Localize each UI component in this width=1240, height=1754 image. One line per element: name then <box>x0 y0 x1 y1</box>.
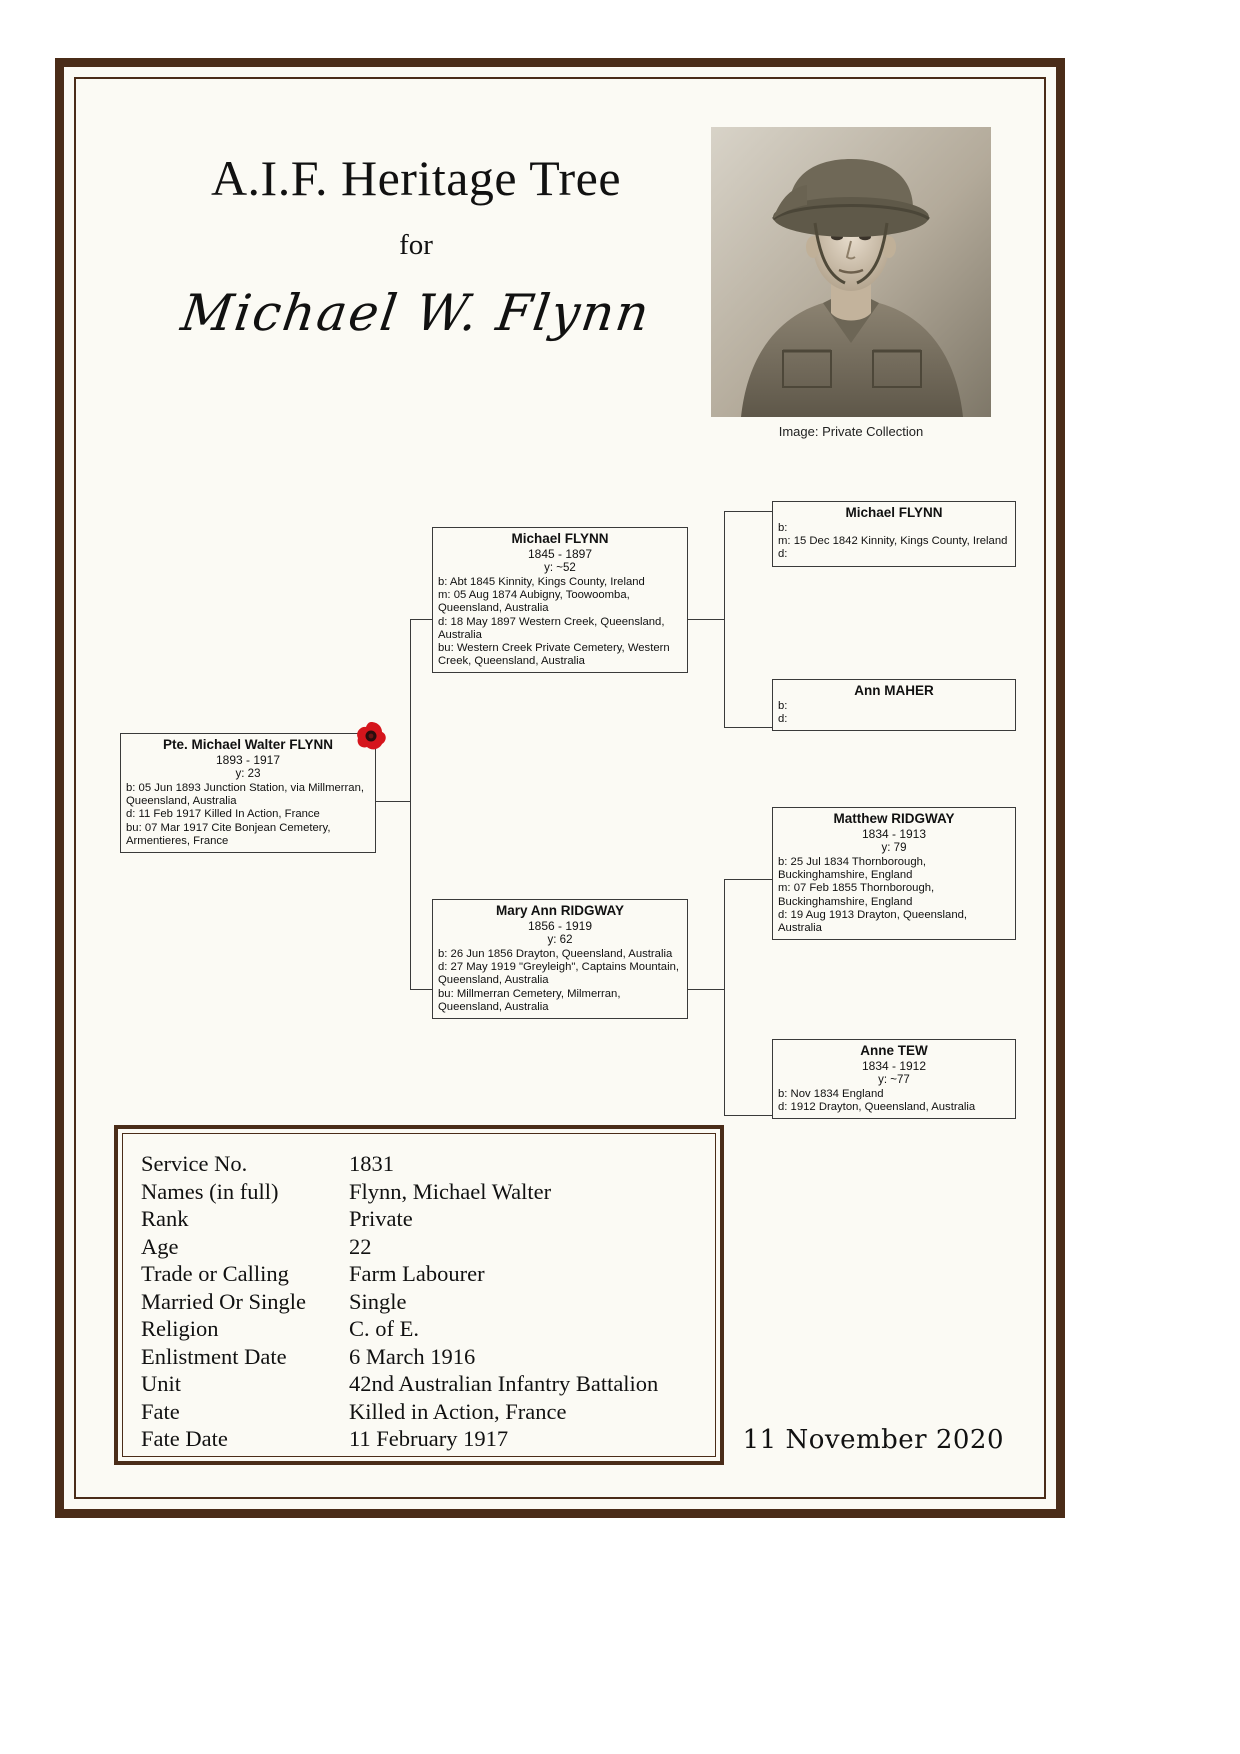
node-details <box>778 1088 1010 1114</box>
soldier-name-script: Michael W. Flynn <box>177 284 655 342</box>
node-detail-line: d: 19 Aug 1913 Drayton, Queensland, Australia <box>778 908 968 935</box>
node-name: Michael FLYNN <box>845 505 943 520</box>
node-detail-line: d: 27 May 1919 "Greyleigh", Captains Mountain, Queensland, Australia <box>438 961 679 987</box>
node-years: 1834 - 1912 <box>861 1059 927 1073</box>
service-value: 1831 <box>349 1151 394 1176</box>
connector <box>688 619 724 620</box>
node-age: y: 79 <box>881 842 907 854</box>
node-detail-line: m: 15 Dec 1842 Kinnity, Kings County, Ireland <box>778 535 1008 548</box>
service-details-inner <box>122 1133 716 1457</box>
node-details <box>126 782 370 848</box>
service-row <box>141 1343 697 1371</box>
service-label: Age <box>141 1233 179 1259</box>
service-row <box>141 1288 697 1316</box>
node-detail-line: d: <box>778 713 788 726</box>
service-details-panel <box>114 1125 724 1465</box>
connector <box>724 879 725 1115</box>
service-label: Rank <box>141 1206 189 1231</box>
node-detail-line: m: 07 Feb 1855 Thornborough, Buckinghamshire, England <box>778 882 935 908</box>
service-value: 22 <box>349 1233 372 1259</box>
service-label: Names (in full) <box>141 1178 279 1204</box>
service-label: Enlistment Date <box>141 1343 287 1369</box>
node-detail-line: b: <box>778 522 788 534</box>
service-value: Flynn, Michael Walter <box>349 1178 552 1204</box>
service-row <box>141 1233 697 1261</box>
node-detail-line: m: 05 Aug 1874 Aubigny, Toowoomba, Queensland, Australia <box>438 589 630 615</box>
service-row <box>141 1178 697 1206</box>
connector <box>724 511 725 727</box>
node-detail-line: b: 25 Jul 1834 Thornborough, Buckinghamshire, England <box>778 856 927 882</box>
node-detail-line: b: 26 Jun 1856 Drayton, Queensland, Australia <box>438 948 673 960</box>
service-label: Fate Date <box>141 1426 228 1451</box>
service-value: Single <box>349 1288 407 1314</box>
service-value: C. of E. <box>349 1316 419 1341</box>
service-value: 42nd Australian Infantry Battalion <box>349 1371 659 1396</box>
tree-node-maternal-grandmother[interactable] <box>772 1039 1016 1119</box>
node-years: 1856 - 1919 <box>527 919 593 933</box>
service-row <box>141 1370 697 1398</box>
certificate-sheet <box>76 79 1044 1497</box>
service-label: Trade or Calling <box>141 1261 289 1286</box>
node-age: y: ~77 <box>878 1074 910 1086</box>
service-label: Service No. <box>141 1151 248 1176</box>
node-name: Matthew RIDGWAY <box>833 811 955 826</box>
node-details <box>778 522 1010 562</box>
node-detail-line: d: <box>778 548 788 561</box>
document-date: 11 November 2020 <box>742 1425 1004 1455</box>
tree-node-maternal-grandfather[interactable] <box>772 807 1016 940</box>
node-detail-line: b: <box>778 700 788 712</box>
node-years: 1845 - 1897 <box>527 547 593 561</box>
node-age: y: ~52 <box>544 562 576 574</box>
node-details <box>438 576 682 668</box>
service-row <box>141 1425 697 1453</box>
node-detail-line: bu: Millmerran Cemetery, Milmerran, Queensland, Australia <box>438 987 621 1013</box>
service-row <box>141 1315 697 1343</box>
node-age: y: 23 <box>235 768 261 780</box>
certificate-inner-frame <box>74 77 1046 1499</box>
node-name: Michael FLYNN <box>511 531 609 546</box>
certificate-outer-frame <box>55 58 1065 1518</box>
portrait-caption: Image: Private Collection <box>778 424 924 439</box>
service-value: Private <box>349 1206 413 1231</box>
node-name: Anne TEW <box>860 1043 928 1058</box>
tree-node-subject[interactable] <box>120 733 376 853</box>
connector <box>724 727 772 728</box>
page-title: A.I.F. Heritage Tree <box>210 150 622 206</box>
connector <box>410 619 411 989</box>
tree-node-paternal-grandfather[interactable] <box>772 501 1016 567</box>
service-row <box>141 1205 697 1233</box>
tree-node-mother[interactable] <box>432 899 688 1019</box>
node-age: y: 62 <box>547 934 573 946</box>
connector <box>724 879 772 880</box>
service-row <box>141 1398 697 1426</box>
service-label: Fate <box>141 1398 180 1424</box>
service-value: Killed in Action, France <box>349 1398 567 1424</box>
tree-node-paternal-grandmother[interactable] <box>772 679 1016 731</box>
node-name: Ann MAHER <box>854 683 934 698</box>
node-years: 1834 - 1913 <box>861 827 927 841</box>
poppy-icon <box>354 719 388 753</box>
service-row <box>141 1150 697 1178</box>
node-detail-line: d: 11 Feb 1917 Killed In Action, France <box>126 808 320 821</box>
node-detail-line: b: 05 Jun 1893 Junction Station, via Millmerran, Queensland, Australia <box>126 782 364 808</box>
tree-node-father[interactable] <box>432 527 688 673</box>
soldier-portrait-image <box>711 127 991 417</box>
node-detail-line: b: Abt 1845 Kinnity, Kings County, Ireland <box>438 576 645 588</box>
node-details <box>778 856 1010 935</box>
connector <box>724 511 772 512</box>
service-label: Unit <box>141 1371 182 1396</box>
node-name: Pte. Michael Walter FLYNN <box>162 737 334 752</box>
title-for-word: for <box>399 229 433 261</box>
service-label: Married Or Single <box>141 1288 306 1314</box>
service-value: 6 March 1916 <box>349 1343 476 1369</box>
connector <box>376 801 410 802</box>
service-row <box>141 1260 697 1288</box>
node-detail-line: bu: Western Creek Private Cemetery, Western Creek, Queensland, Australia <box>438 642 670 668</box>
node-details <box>778 700 1010 726</box>
node-detail-line: bu: 07 Mar 1917 Cite Bonjean Cemetery, Armentieres, France <box>126 821 331 847</box>
node-detail-line: d: 18 May 1897 Western Creek, Queensland, Australia <box>438 615 665 641</box>
service-value: 11 February 1917 <box>349 1426 509 1451</box>
node-name: Mary Ann RIDGWAY <box>495 903 625 918</box>
service-value: Farm Labourer <box>349 1261 485 1286</box>
connector <box>688 989 724 990</box>
node-detail-line: d: 1912 Drayton, Queensland, Australia <box>778 1101 976 1114</box>
node-years: 1893 - 1917 <box>215 753 281 767</box>
connector <box>724 1115 772 1116</box>
node-detail-line: b: Nov 1834 England <box>778 1088 884 1100</box>
service-label: Religion <box>141 1316 219 1341</box>
node-details <box>438 948 682 1014</box>
